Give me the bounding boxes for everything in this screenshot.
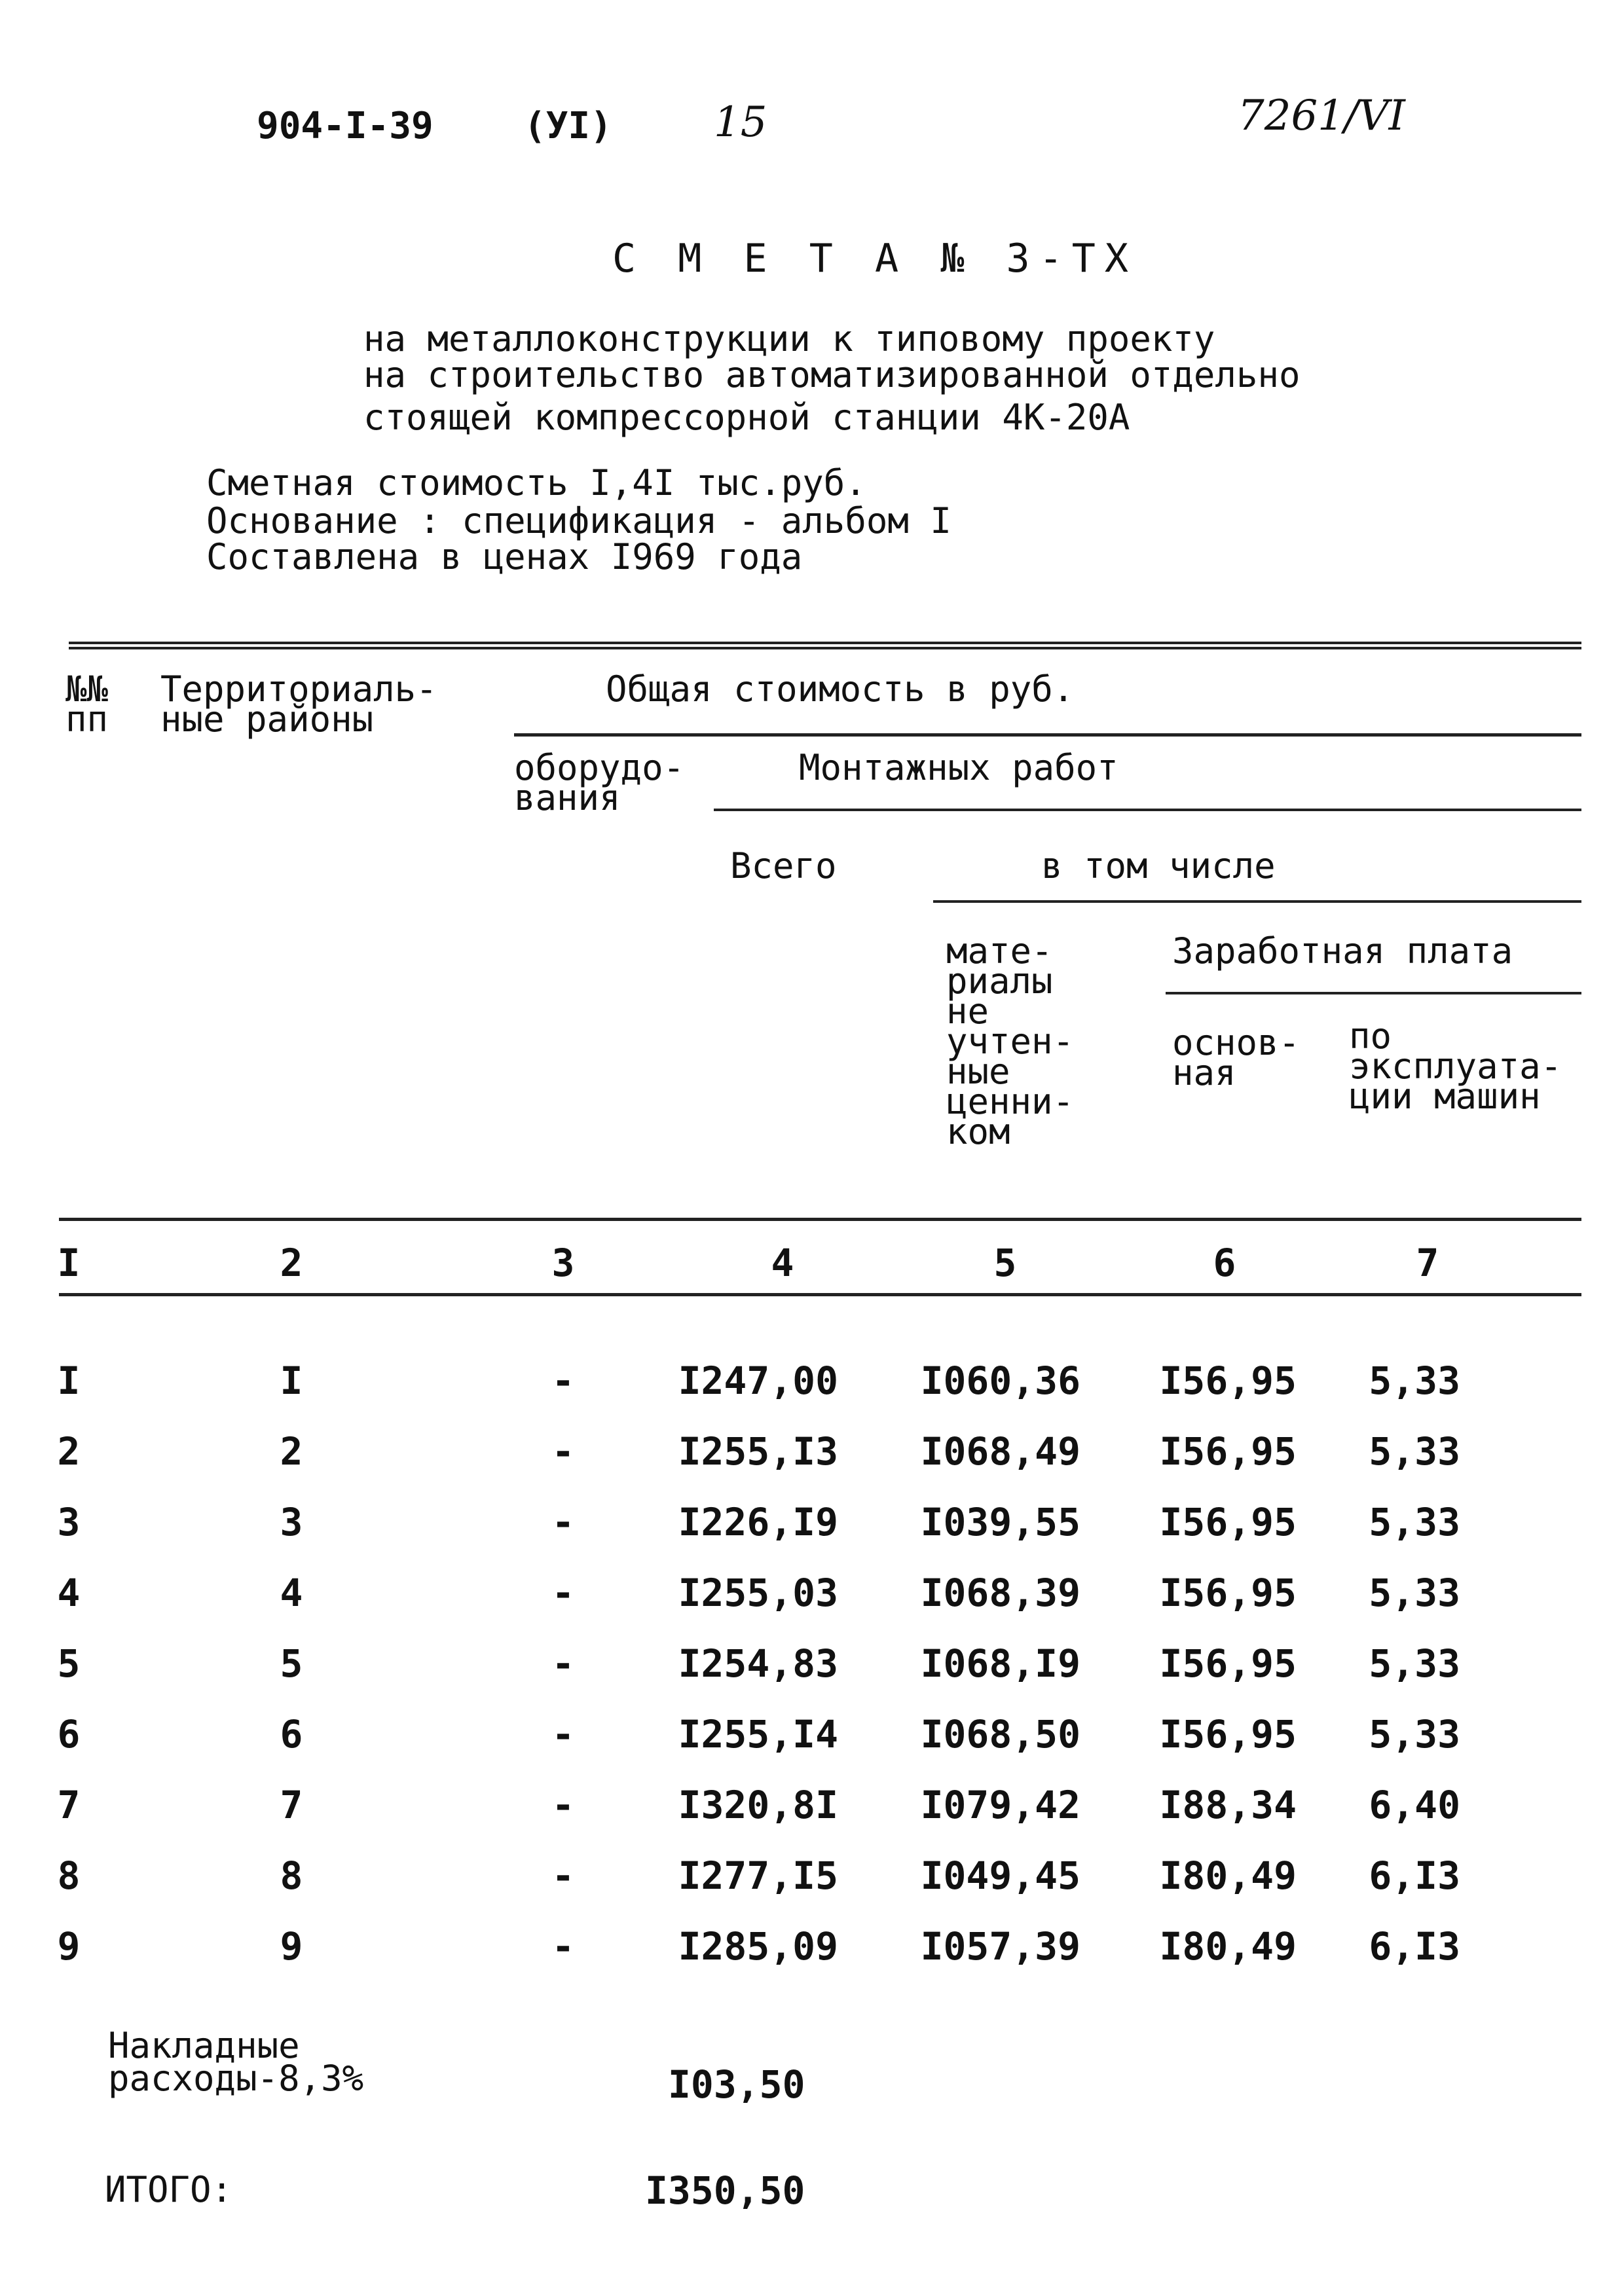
column-number: 6 xyxy=(1213,1241,1236,1285)
estimated-cost: Сметная стоимость I,4I тыс.руб. xyxy=(206,462,866,503)
column-number: 4 xyxy=(771,1241,794,1285)
header-salary-basic: основ- ная xyxy=(1172,1022,1301,1093)
header-total-cost: Общая стоимость в руб. xyxy=(606,668,1075,710)
overhead-value: I03,50 xyxy=(668,2062,805,2107)
archive-number: 7261/VI xyxy=(1238,92,1405,140)
page-number: 15 xyxy=(714,98,767,147)
header-equipment: оборудо- вания xyxy=(514,747,685,818)
price-base: Составлена в ценах I969 года xyxy=(206,536,803,577)
header-salary-machines: по эксплуата- ции машин xyxy=(1349,1015,1562,1117)
rule-below-column-numbers xyxy=(59,1293,1581,1296)
header-total: Всего xyxy=(730,845,837,886)
header-num: №№ пп xyxy=(65,668,109,740)
subtitle-line-2: на строительство автоматизированной отдельно xyxy=(363,354,1301,395)
column-number: I xyxy=(57,1241,81,1285)
document-code: 904-I-39 xyxy=(257,105,434,147)
rule-under-including xyxy=(933,900,1581,903)
header-salary: Заработная плата xyxy=(1172,930,1513,972)
subtitle-line-1: на металлоконструкции к типовому проекту xyxy=(363,318,1215,359)
column-number: 5 xyxy=(993,1241,1017,1285)
section-code: (УI) xyxy=(524,105,612,147)
rule-above-column-numbers xyxy=(59,1218,1581,1221)
header-installation: Монтажных работ xyxy=(799,747,1118,788)
rule-under-installation xyxy=(714,809,1581,811)
total-value: I350,50 xyxy=(645,2168,805,2213)
header-materials: мате- риалы не учтен- ные ценни- ком xyxy=(946,930,1075,1152)
rule-under-salary xyxy=(1166,992,1581,994)
rule-under-total-cost xyxy=(514,733,1581,737)
header-including: в том числе xyxy=(1041,845,1276,886)
overhead-label: Накладные расходы-8,3% xyxy=(108,2025,364,2099)
column-number: 7 xyxy=(1416,1241,1439,1285)
document-title: С М Е Т А № 3-ТХ xyxy=(612,236,1137,282)
column-number: 3 xyxy=(551,1241,575,1285)
basis: Основание : спецификация - альбом I xyxy=(206,500,951,541)
total-label: ИТОГО: xyxy=(105,2169,233,2210)
subtitle-line-3: стоящей компрессорной станции 4К-20А xyxy=(363,397,1130,438)
table-top-double-rule xyxy=(69,642,1581,649)
column-number: 2 xyxy=(280,1241,303,1285)
header-territory: Территориаль- ные районы xyxy=(160,668,437,740)
